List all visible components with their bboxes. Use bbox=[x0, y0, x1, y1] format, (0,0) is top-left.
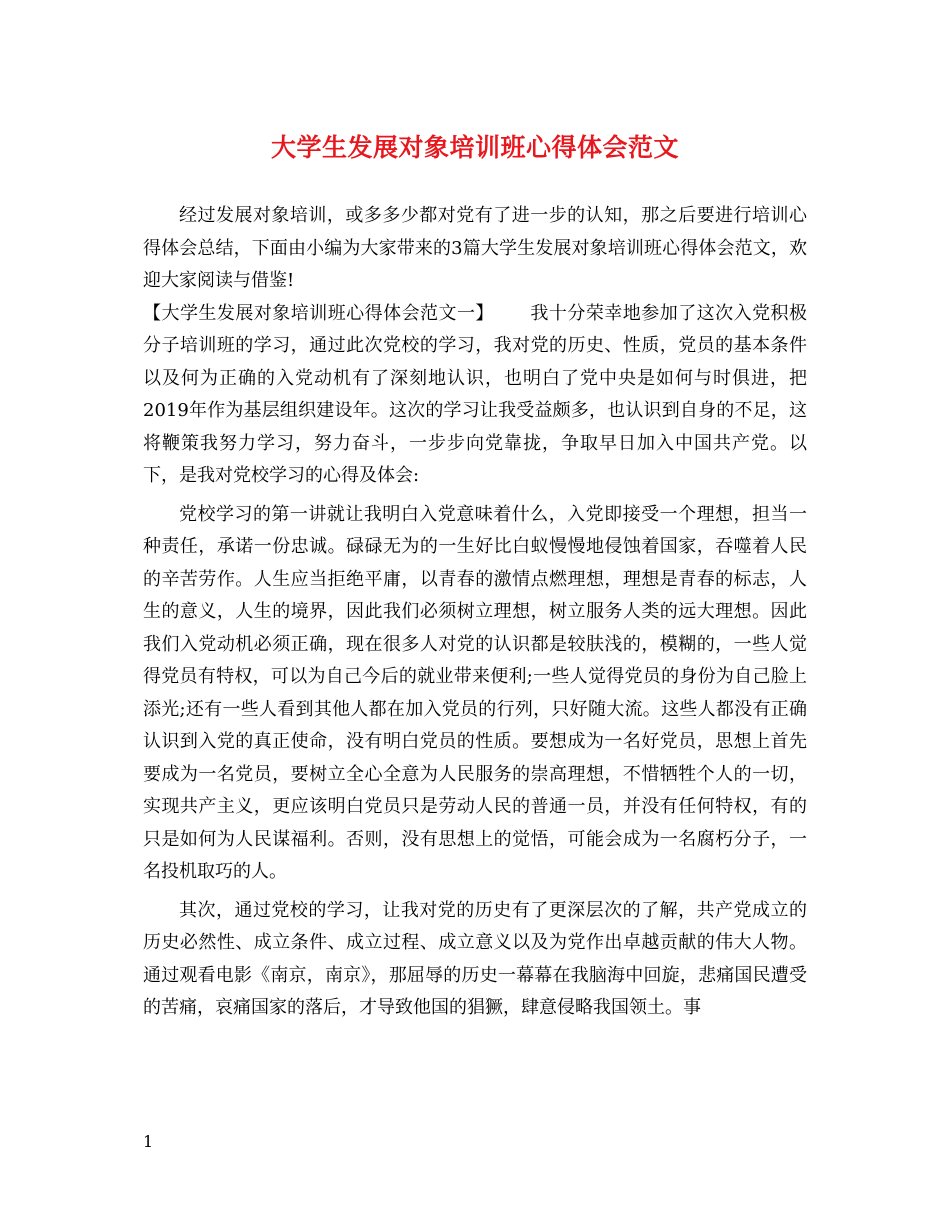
section-first-paragraph: 我十分荣幸地参加了这次入党积极分子培训班的学习，通过此次党校的学习，我对党的历史、性质，党员的基本条件以及何为正确的入党动机有了深刻地认识，也明白了党中央是如何与时俱进，把2019年作为基层组织建设年。这次的学习让我受益颇多，也认识到自身的不足，这将鞭策我努力学习，努力奋斗，一步步向党靠拢，争取早日加入中国共产党。以下，是我对党校学习的心得及体会: bbox=[143, 302, 808, 486]
section-block bbox=[143, 298, 807, 493]
section-heading: 【大学生发展对象培训班心得体会范文一】 bbox=[143, 302, 494, 324]
body-paragraph-3: 其次，通过党校的学习，让我对党的历史有了更深层次的了解，共产党成立的历史必然性、成立条件、成立过程、成立意义以及为党作出卓越贡献的伟大人物。通过观看电影《南京，南京》，那屈辱的历史一幕幕在我脑海中回旋，悲痛国民遭受的苦痛，哀痛国家的落后，才导致他国的猖獗，肆意侵略我国领土。事 bbox=[143, 899, 807, 1018]
intro-paragraph: 经过发展对象培训，或多多少都对党有了进一步的认知，那之后要进行培训心得体会总结，下面由小编为大家带来的3篇大学生发展对象培训班心得体会范文，欢迎大家阅读与借鉴! bbox=[143, 205, 807, 291]
page-number: 1 bbox=[143, 1132, 154, 1151]
body-paragraph-2: 党校学习的第一讲就让我明白入党意味着什么，入党即接受一个理想，担当一种责任，承诺一份忠诚。碌碌无为的一生好比白蚁慢慢地侵蚀着国家，吞噬着人民的辛苦劳作。人生应当拒绝平庸，以青春的激情点燃理想，理想是青春的标志，人生的意义，人生的境界，因此我们必须树立理想，树立服务人类的远大理想。因此我们入党动机必须正确，现在很多人对党的认识都是较肤浅的，模糊的，一些人觉得党员有特权，可以为自己今后的就业带来便利;一些人觉得党员的身份为自己脸上添光;还有一些人看到其他人都在加入党员的行列，只好随大流。这些人都没有正确认识到入党的真正使命，没有明白党员的性质。要想成为一名好党员，思想上首先要成为一名党员，要树立全心全意为人民服务的崇高理想，不惜牺牲个人的一切，实现共产主义，更应该明白党员只是劳动人民的普通一员，并没有任何特权，有的只是如何为人民谋福利。否则，没有思想上的觉悟，可能会成为一名腐朽分子，一名投机取巧的人。 bbox=[143, 503, 807, 882]
document-body bbox=[143, 200, 807, 1025]
document-title: 大学生发展对象培训班心得体会范文 bbox=[270, 133, 679, 162]
